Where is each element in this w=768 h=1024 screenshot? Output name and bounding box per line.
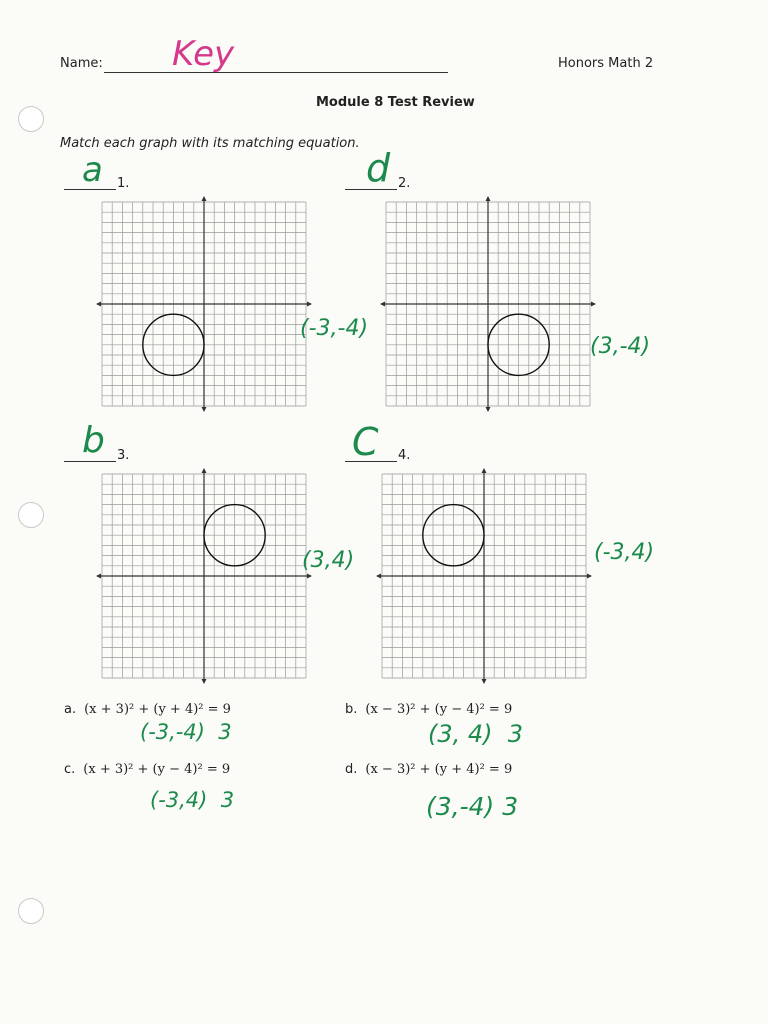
- equation-c-label: c.: [64, 762, 76, 777]
- graph-number-1: 1.: [117, 176, 130, 191]
- instructions: Match each graph with its matching equation.: [60, 136, 360, 151]
- equation-d-text: (x − 3)² + (y + 4)² = 9: [365, 762, 513, 777]
- page-title: Module 8 Test Review: [316, 95, 475, 110]
- x-axis-arrow-left: [96, 574, 101, 579]
- equation-a-label: a.: [64, 702, 77, 717]
- answer-4-handwritten: C: [352, 420, 379, 464]
- coordinate-grid: [96, 468, 312, 684]
- equation-d-label: d.: [345, 762, 358, 777]
- coordinate-grid: [380, 196, 596, 412]
- equation-d-note: (3,-4) 3: [426, 792, 519, 821]
- x-axis-arrow-right: [307, 574, 312, 579]
- equation-b-note: (3, 4) 3: [428, 720, 524, 748]
- answer-1-handwritten: a: [82, 150, 103, 190]
- graph-2-center-note: (3,-4): [590, 334, 651, 359]
- y-axis-arrow-up: [202, 468, 207, 473]
- graph-number-2: 2.: [398, 176, 411, 191]
- y-axis-arrow-down: [202, 679, 207, 684]
- equation-b-text: (x − 3)² + (y − 4)² = 9: [365, 702, 513, 717]
- equation-c-text: (x + 3)² + (y − 4)² = 9: [83, 762, 231, 777]
- name-value-handwritten: Key: [172, 34, 235, 74]
- coordinate-grid: [96, 196, 312, 412]
- binder-hole-top: [18, 106, 44, 132]
- graph-1-center-note: (-3,-4): [300, 316, 369, 341]
- x-axis-arrow-left: [376, 574, 381, 579]
- x-axis-arrow-left: [380, 302, 385, 307]
- y-axis-arrow-up: [482, 468, 487, 473]
- graph-number-3: 3.: [117, 448, 130, 463]
- graph-2: [380, 196, 596, 412]
- equation-a: [64, 702, 231, 717]
- y-axis-arrow-up: [202, 196, 207, 201]
- x-axis-arrow-right: [591, 302, 596, 307]
- answer-blank-3[interactable]: [64, 461, 116, 462]
- binder-hole-bottom: [18, 898, 44, 924]
- y-axis-arrow-down: [202, 407, 207, 412]
- equation-a-note: (-3,-4) 3: [140, 720, 232, 744]
- binder-hole-middle: [18, 502, 44, 528]
- equation-b: [345, 702, 512, 717]
- graph-4-center-note: (-3,4): [594, 540, 655, 565]
- y-axis-arrow-up: [486, 196, 491, 201]
- equation-c-note: (-3,4) 3: [150, 788, 235, 812]
- equation-d: [345, 762, 512, 777]
- y-axis-arrow-down: [482, 679, 487, 684]
- course-title: Honors Math 2: [558, 56, 654, 71]
- x-axis-arrow-left: [96, 302, 101, 307]
- x-axis-arrow-right: [587, 574, 592, 579]
- equation-b-label: b.: [345, 702, 358, 717]
- equation-c: [64, 762, 230, 777]
- equation-a-text: (x + 3)² + (y + 4)² = 9: [84, 702, 231, 717]
- graph-number-4: 4.: [398, 448, 411, 463]
- name-label: Name:: [60, 56, 103, 71]
- name-blank[interactable]: [104, 72, 448, 73]
- x-axis-arrow-right: [307, 302, 312, 307]
- graph-3-center-note: (3,4): [302, 548, 355, 573]
- answer-2-handwritten: d: [366, 146, 391, 190]
- graph-1: [96, 196, 312, 412]
- graph-4: [376, 468, 592, 684]
- coordinate-grid: [376, 468, 592, 684]
- graph-3: [96, 468, 312, 684]
- answer-3-handwritten: b: [82, 420, 105, 461]
- y-axis-arrow-down: [486, 407, 491, 412]
